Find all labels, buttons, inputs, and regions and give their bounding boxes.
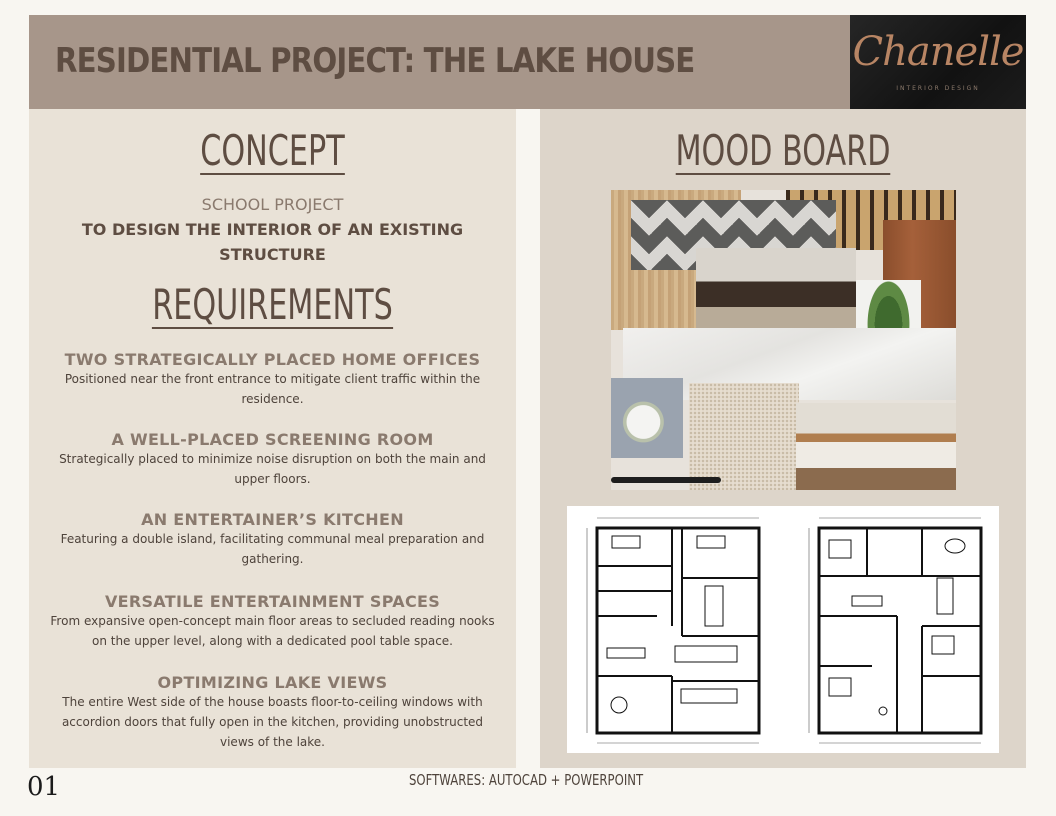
requirement-description: Featuring a double island, facilitating communal meal preparation and gathering.: [60, 532, 485, 566]
software-credits: SOFTWARES: AUTOCAD + POWERPOINT: [409, 771, 644, 789]
requirement-item: [49, 510, 496, 569]
dining-room-image: [696, 248, 856, 332]
requirement-description: The entire West side of the house boasts floor-to-ceiling windows with accordion doors that fully open in the kitchen, providing unobstructed views of the lake.: [61, 695, 484, 749]
boucle-fabric-swatch: [689, 383, 799, 490]
requirement-title: TWO STRATEGICALLY PLACED HOME OFFICES: [64, 350, 481, 369]
requirement-item: [49, 430, 496, 489]
floor-plans: [567, 506, 999, 753]
main-floor-outline: [597, 528, 759, 733]
concept-panel: [29, 109, 516, 768]
requirement-item: [49, 592, 496, 651]
flowers-image: [611, 378, 683, 458]
requirement-description: From expansive open-concept main floor areas to secluded reading nooks on the upper level, along with a dedicated pool table space.: [50, 614, 495, 648]
page-number: 01: [27, 772, 61, 802]
requirement-item: [49, 673, 496, 752]
mood-board-collage: [611, 190, 956, 490]
upper-floor-outline: [819, 528, 981, 733]
requirement-title: OPTIMIZING LAKE VIEWS: [157, 673, 388, 692]
mood-board-heading: MOOD BOARD: [675, 126, 891, 175]
logo-subtitle: INTERIOR DESIGN: [896, 85, 980, 92]
brand-logo: [850, 15, 1026, 109]
page-title: RESIDENTIAL PROJECT: THE LAKE HOUSE: [55, 41, 695, 81]
design-statement: TO DESIGN THE INTERIOR OF AN EXISTING STRUCTURE: [81, 220, 464, 264]
matte-black-hardware-image: [611, 477, 721, 483]
logo-script-text: Chanelle: [852, 29, 1024, 75]
requirement-item: [49, 350, 496, 409]
school-project-label: SCHOOL PROJECT: [201, 195, 344, 214]
living-room-image: [796, 403, 956, 490]
requirements-heading: REQUIREMENTS: [152, 280, 393, 329]
requirement-description: Strategically placed to minimize noise disruption on both the main and upper floors.: [59, 452, 486, 486]
requirement-description: Positioned near the front entrance to mitigate client traffic within the residence.: [64, 372, 481, 406]
floor-plan-drawing: [567, 506, 999, 753]
concept-heading: CONCEPT: [200, 126, 345, 175]
requirement-title: A WELL-PLACED SCREENING ROOM: [111, 430, 434, 449]
requirement-title: VERSATILE ENTERTAINMENT SPACES: [104, 592, 441, 611]
requirement-title: AN ENTERTAINER’S KITCHEN: [141, 510, 404, 529]
